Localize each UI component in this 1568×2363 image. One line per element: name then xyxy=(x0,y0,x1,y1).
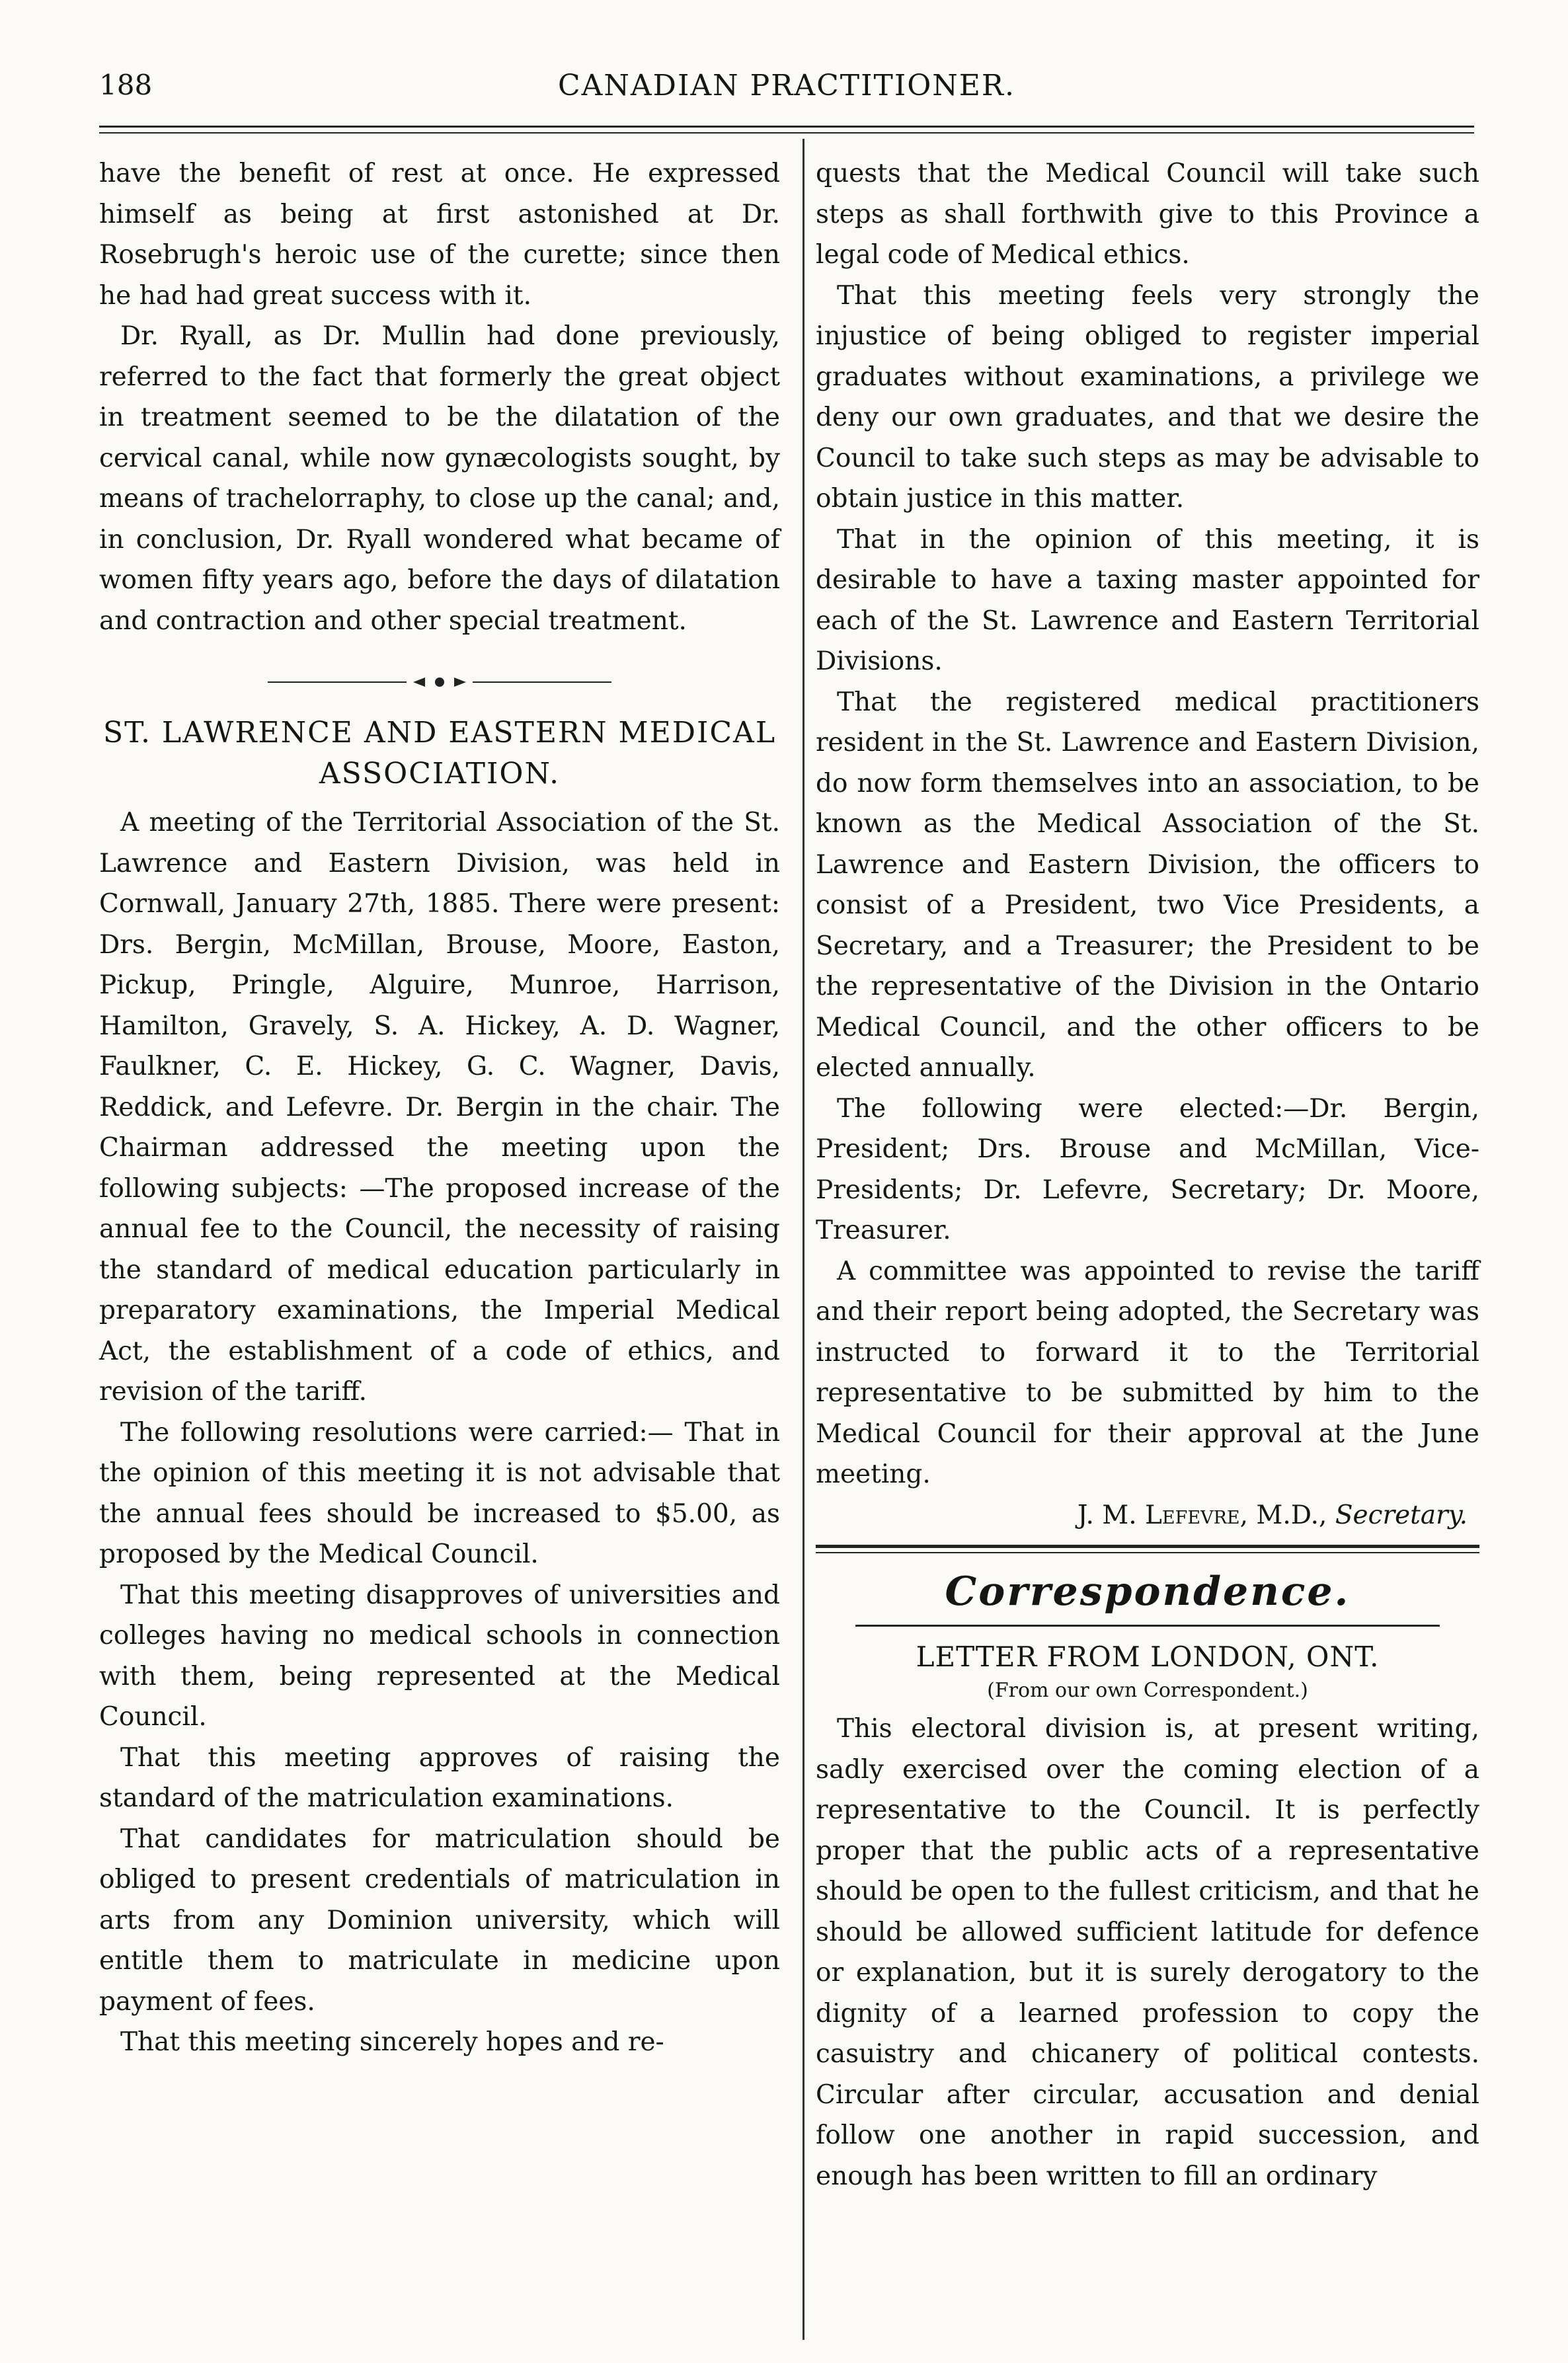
signature xyxy=(816,1495,1479,1536)
section-rule-thick xyxy=(816,1545,1479,1548)
running-title: CANADIAN PRACTITIONER. xyxy=(557,69,1016,102)
paragraph: That this meeting feels very strongly the injustice of being obliged to register imperial graduates without examinations, a privilege we deny our own graduates, and that we desire the Council to take such steps as may be advisable to obtain justice in this matter. xyxy=(816,280,1479,514)
paragraph: That candidates for matriculation should be obliged to present credentials of matriculation in arts from any Dominion university, which will entitle them to matriculate in medicine upon payment of fees. xyxy=(99,1824,780,2017)
right-column xyxy=(816,153,1479,2196)
paragraph: That this meeting approves of raising the standard of the matriculation examinations. xyxy=(99,1742,780,1813)
paragraph: That this meeting sincerely hopes and re- xyxy=(120,2027,664,2057)
signature-title: Secretary. xyxy=(1335,1500,1468,1530)
paragraph: That the registered medical practitioners resident in the St. Lawrence and Eastern Division, do now form themselves into an association, to be known as the Medical Association of the St. Lawrence and Eastern Division, the officers to consist of a President, two Vice Presidents, a Secretary, and a Treasurer; the President to be the representative of the Division in the Ontario Medical Council, and the other officers to be elected annually. xyxy=(816,687,1479,1083)
paragraph: That in the opinion of this meeting, it is desirable to have a taxing master appointed for each of the St. Lawrence and Eastern Territorial Divisions. xyxy=(816,524,1479,676)
paragraph: A committee was appointed to revise the tariff and their report being adopted, the Secretary was instructed to forward it to the Territorial representative to be submitted by him to the Medical Council for their approval at the June meeting. xyxy=(816,1256,1479,1489)
paragraph: The following were elected:—Dr. Bergin, President; Drs. Brouse and McMillan, Vice-Presidents; Dr. Lefevre, Secretary; Dr. Moore, Treasurer. xyxy=(816,1093,1479,1245)
letter-subheading: (From our own Correspondent.) xyxy=(987,1679,1308,1702)
heading-rule xyxy=(855,1625,1440,1627)
ornament-divider xyxy=(268,674,611,690)
paragraph: A meeting of the Territorial Association of the St. Lawrence and Eastern Division, was held in Cornwall, January 27th, 1885. There were present: Drs. Bergin, McMillan, Brouse, Moore, Easton, Pickup, Pringle, Alguire, Munroe, Harrison, Hamilton, Gravely, S. A. Hickey, A. D. Wagner, Faulkner, C. E. Hickey, G. C. Wagner, Davis, Reddick, and Lefevre. Dr. Bergin in the chair. The Chairman addressed the meeting upon the following subjects: —The proposed increase of the annual fee to the Council, the necessity of raising the standard of medical education particularly in preparatory examinations, the Imperial Medical Act, the establishment of a code of ethics, and revision of the tariff. xyxy=(99,808,780,1407)
paragraph: Dr. Ryall, as Dr. Mullin had done previously, referred to the fact that formerly the great object in treatment seemed to be the dilatation of the cervical canal, while now gynæcologists sought, by means of trachelorraphy, to close up the canal; and, in conclusion, Dr. Ryall wondered what became of women fifty years ago, before the days of dilatation and contraction and other special treatment. xyxy=(99,321,780,636)
page-number: 188 xyxy=(99,69,153,101)
paragraph: That this meeting disapproves of universities and colleges having no medical schools in connection with them, being represented at the Medical Council. xyxy=(99,1580,780,1732)
paragraph: have the benefit of rest at once. He expressed himself as being at first astonished at Dr. Rosebrugh's heroic use of the curette; since then he had had great success with it. xyxy=(99,159,780,311)
left-column xyxy=(99,153,780,2063)
letter-heading: LETTER FROM LONDON, ONT. xyxy=(916,1641,1380,1673)
section-heading: ST. LAWRENCE AND EASTERN MEDICAL ASSOCIATION. xyxy=(102,716,777,791)
header-rule-thin xyxy=(99,132,1474,134)
correspondence-heading: Correspondence. xyxy=(945,1569,1351,1615)
paragraph: The following resolutions were carried:— That in the opinion of this meeting it is not advisable that the annual fees should be increased to $5.00, as proposed by the Medical Council. xyxy=(99,1417,780,1569)
paragraph: This electoral division is, at present writing, sadly exercised over the coming election of a representative to the Council. It is perfectly proper that the public acts of a representative should be open to the fullest criticism, and that he should be allowed sufficient latitude for defence or explanation, but it is surely derogatory to the dignity of a learned profession to copy the casuistry and chicanery of political contests. Circular after circular, accusation and denial follow one another in rapid succession, and enough has been written to fill an ordinary xyxy=(816,1714,1479,2191)
column-divider xyxy=(803,139,804,2340)
signature-name: J. M. Lefevre, M.D., xyxy=(1077,1500,1327,1530)
header-rule xyxy=(99,126,1474,128)
page-header xyxy=(99,69,1474,108)
section-rule-thin xyxy=(816,1552,1479,1553)
paragraph: quests that the Medical Council will take such steps as shall forthwith give to this Province a legal code of Medical ethics. xyxy=(816,159,1479,270)
